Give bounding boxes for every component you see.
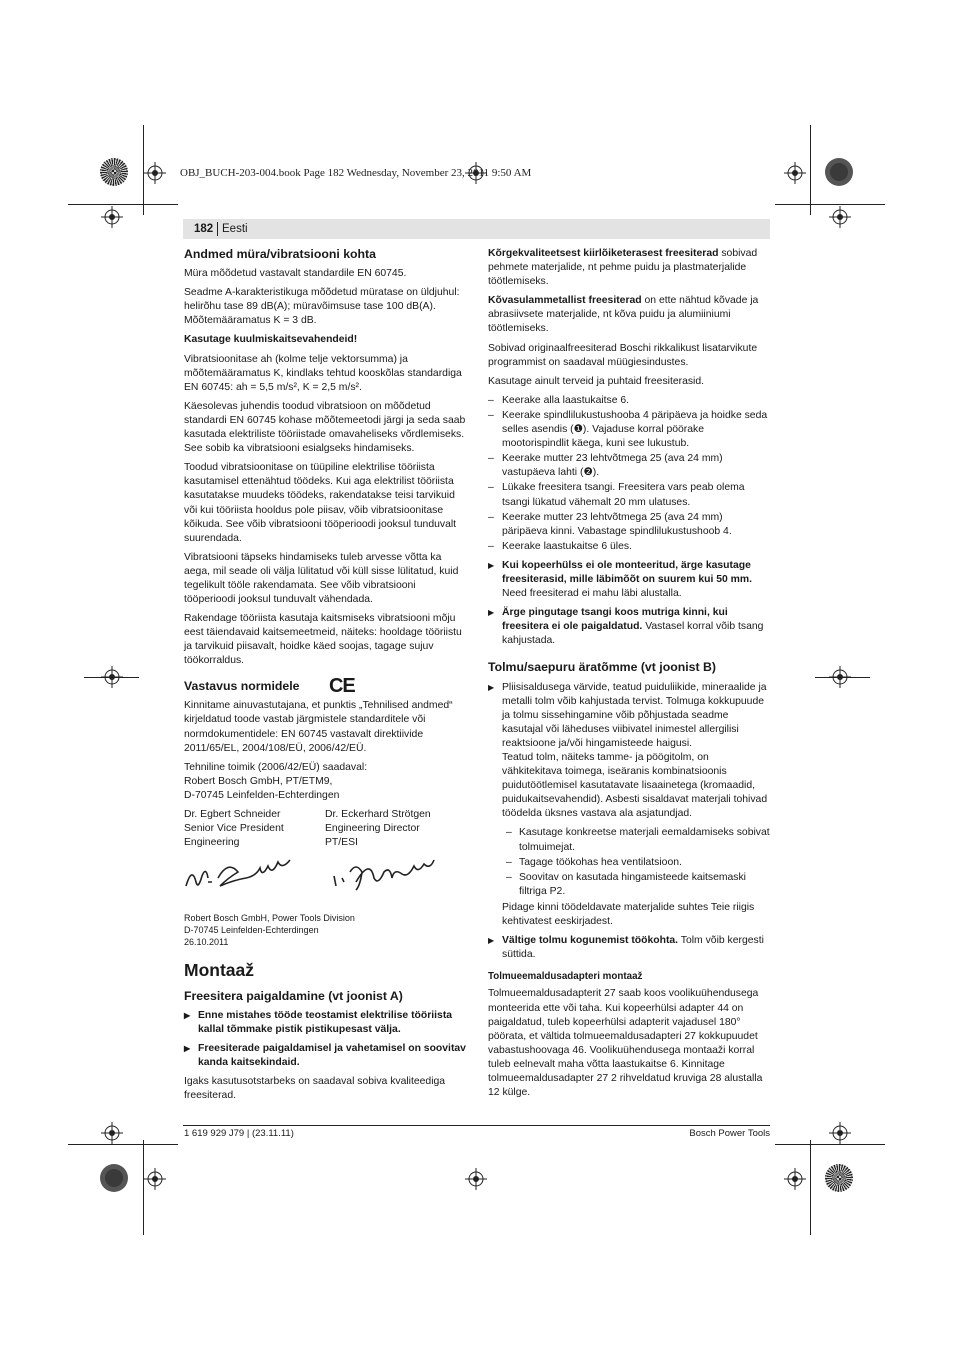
right-column bbox=[488, 247, 770, 1105]
header-divider bbox=[217, 222, 218, 236]
step-item: – Lükake freesitera tsangi. Freesitera vars peab olema tsangi lükatud vähemalt 20 mm ulatuses. bbox=[488, 481, 770, 509]
paragraph: Tehniline toimik (2006/42/EÜ) saadaval: bbox=[184, 761, 368, 773]
paragraph: Vibratsiooni täpseks hindamiseks tuleb arvesse võtta ka aega, mil seade oli välja lülitatud või küll sisse lülitatud, kuid tegelikult tööle rakendamata. See võib vibratsiooni tööperioodi jooksul tunduvalt vähendada. bbox=[184, 551, 459, 606]
warning-bold: Vältige tolmu kogunemist töökohta. bbox=[502, 935, 679, 947]
warning-item: ▶ Pliisisaldusega värvide, teatud puiduliikide, mineraalide ja metalli tolm võib kahjustada tervist. Tolmuga kokkupuude ja tolmu sissehingamine võib põhjustada seadme kasutajal või läheduses viibivatel inimestel allergilisi reaktsioone ja/või hingamisteede haigusi. bbox=[488, 681, 770, 751]
warning-bold: Kui kopeerhülss ei ole monteeritud, ärge kasutage freesiterasid, mille läbimõõt on suurem kui 50 mm. bbox=[502, 559, 753, 585]
registration-mark-icon bbox=[101, 206, 123, 228]
warning-item bbox=[488, 606, 770, 648]
registration-mark-icon bbox=[144, 162, 166, 184]
registration-mark-icon bbox=[784, 162, 806, 184]
paragraph: Pidage kinni töödeldavate materjalide suhtes Teie riigis kehtivatest eeskirjadest. bbox=[502, 901, 755, 928]
crop-mark bbox=[68, 1144, 178, 1145]
step-item: – Keerake laastukaitse 6 üles. bbox=[488, 540, 770, 554]
registration-mark-icon bbox=[829, 666, 851, 688]
registration-mark-icon bbox=[784, 1168, 806, 1190]
registration-disc bbox=[825, 158, 853, 186]
registration-mark-icon bbox=[829, 206, 851, 228]
signatory-dept: PT/ESI bbox=[325, 837, 358, 849]
footer-brand: Bosch Power Tools bbox=[689, 1128, 770, 1139]
registration-mark-icon bbox=[101, 666, 123, 688]
crop-mark bbox=[775, 1144, 885, 1145]
paragraph: Tolmueemaldusadapterit 27 saab koos voolikuühendusega monteerida ette või taha. Kui kopeerhülsi adapter 44 on paigaldatud, tuleb kopeerhülsi adapterit vajadusel 180° pöörata, et vältida tolmueemaldusadapteri 27 kokkupuudet vabastushoovaga 46. Voolikuühendusega montaaži korral tuleb eelnevalt maha võtta laastukaitse 6. Kinnitage tolmueemaldusadapter 27 2 rihveldatud kruviga 28 alustalla 12 külge. bbox=[488, 988, 763, 1099]
dust-list-item: – Kasutage konkreetse materjali eemaldamiseks sobivat tolmuimejat. bbox=[488, 826, 770, 854]
paragraph bbox=[488, 294, 770, 336]
signatory-role: Engineering Director bbox=[325, 823, 420, 835]
dust-list-item: – Soovitav on kasutada hingamisteede kaitsemaski filtriga P2. bbox=[488, 871, 770, 899]
paragraph: Vibratsioonitase ah (kolme telje vektorsumma) ja mõõtemääramatus K, kindlaks tehtud kooskõlas standardiga EN 60745: ah = 5,5 m/s², K = 2,5 m/s². bbox=[184, 353, 462, 393]
signatory-role: Senior Vice President bbox=[184, 823, 284, 835]
paragraph: Toodud vibratsioonitase on tüüpiline elektrilise tööriista kasutamisel ettenähtud töödeks. Kui aga elektrilist tööriista kasutatakse muudeks töödeks, rakendatakse teisi tarvikuid või kui tööriista hooldus pole piisav, võib vibratsioonitase kõikuda. See võib vibratsiooni tööperioodi jooksul tunduvalt suurendada. bbox=[184, 462, 457, 544]
bold-lead: Kõvasulammetallist freesiterad bbox=[488, 295, 642, 307]
warning-text: Need freesiterad ei mahu läbi alustalla. bbox=[502, 588, 682, 600]
crop-mark bbox=[775, 204, 885, 205]
header-language: Eesti bbox=[222, 223, 248, 235]
registration-disc bbox=[825, 1164, 853, 1192]
paragraph bbox=[488, 247, 770, 289]
assembly-heading: Montaaž bbox=[184, 959, 254, 980]
hearing-protection-notice: Kasutage kuulmiskaitsevahendeid! bbox=[184, 334, 358, 346]
paragraph: Kinnitame ainuvastutajana, et punktis „Tehnilised andmed“ kirjeldatud toode vastab järgmistele standarditele või normdokumentidele: EN 60745 vastavalt direktiivide 2011/65/EL, 2004/108/EÜ, 2006/42/EÜ. bbox=[184, 700, 453, 754]
signatory-dept: Engineering bbox=[184, 837, 240, 849]
paragraph: Igaks kasutusotstarbeks on saadaval sobiva kvaliteediga freesiterad. bbox=[184, 1076, 446, 1102]
left-column bbox=[184, 247, 466, 1109]
conformity-heading bbox=[184, 675, 466, 698]
registration-mark-icon bbox=[829, 1122, 851, 1144]
noise-heading: Andmed müra/vibratsiooni kohta bbox=[184, 247, 376, 261]
paragraph: Teatud tolm, näiteks tamme- ja pöögitolm, on vähkitekitava toimega, iseäranis kombinatsioonis puidutöötlemisel kasutatavate lisaainetega (kromaadid, puidukaitsevahendid). Asbesti sisaldavat materjali tohivad töödelda üksnes vastava ala asjatundjad. bbox=[502, 752, 768, 820]
paragraph-text: sobivad pehmete materjalide, nt pehme puidu ja plastmaterjalide töötlemiseks. bbox=[488, 248, 758, 288]
paragraph: Seadme A-karakteristikuga mõõdetud müratase on üldjuhul: helirõhu tase 89 dB(A); müravõimsuse tase 100 dB(A). Mõõtemääramatus K = 3 dB. bbox=[184, 287, 460, 327]
signatories bbox=[184, 808, 466, 850]
registration-mark-icon bbox=[465, 1168, 487, 1190]
registration-mark-icon bbox=[101, 1122, 123, 1144]
step-item: – Keerake mutter 23 lehtvõtmega 25 (ava 24 mm) päripäeva kinni. Vabastage spindlilukustushoob 4. bbox=[488, 511, 770, 539]
footer-doc-number: 1 619 929 J79 | (23.11.11) bbox=[184, 1128, 294, 1139]
company-line: D-70745 Leinfelden-Echterdingen bbox=[184, 925, 319, 936]
signatures-image bbox=[184, 856, 466, 898]
signatory-name: Dr. Eckerhard Strötgen bbox=[325, 808, 431, 820]
registration-disc bbox=[100, 1164, 128, 1192]
paragraph: Rakendage tööriista kasutaja kaitsmiseks vibratsiooni mõju eest täiendavaid kaitsemeetmeid, näiteks: hooldage tööriistu ja tarvikuid piisavalt, hoidke käed soojas, tagage sujuv töökorraldus. bbox=[184, 613, 462, 667]
step-item: – Keerake alla laastukaitse 6. bbox=[488, 394, 770, 408]
address-line: Robert Bosch GmbH, PT/ETM9, bbox=[184, 775, 333, 787]
page-number: 182 bbox=[194, 223, 214, 235]
paragraph: Sobivad originaalfreesiterad Boschi rikkalikust lisatarvikute programmist on saadaval müügiesindustes. bbox=[488, 342, 758, 368]
signatory-name: Dr. Egbert Schneider bbox=[184, 808, 281, 820]
crop-mark bbox=[810, 1140, 811, 1235]
paragraph: Kasutage ainult terveid ja puhtaid freesiterasid. bbox=[488, 375, 705, 387]
insert-bit-heading: Freesitera paigaldamine (vt joonist A) bbox=[184, 988, 403, 1003]
warning-text: Tolm võib kergesti süttida. bbox=[502, 935, 764, 961]
paragraph: Käesolevas juhendis toodud vibratsioon on mõõdetud standardi EN 60745 kohase mõõtemeetodi järgi ja seda saab kasutada elektriliste tööriistade omavaheliseks võrdlemiseks. See sobib ka vibratsiooni esialgseks hindamiseks. bbox=[184, 400, 466, 455]
warning-item: ▶ Freesiterade paigaldamisel ja vahetamisel on soovitav kanda kaitsekindaid. bbox=[184, 1042, 466, 1070]
dust-heading: Tolmu/saepuru äratõmme (vt joonist B) bbox=[488, 660, 716, 675]
company-date: 26.10.2011 bbox=[184, 936, 229, 947]
warning-item: ▶ Enne mistahes tööde teostamist elektrilise tööriista kallal tõmmake pistik pistikupesast välja. bbox=[184, 1009, 466, 1037]
step-item: – Keerake mutter 23 lehtvõtmega 25 (ava 24 mm) vastupäeva lahti (❷). bbox=[488, 452, 770, 480]
step-item: – Keerake spindlilukustushooba 4 päripäeva ja hoidke seda selles asendis (❶). Vajaduse korral pöörake mootorispindlit käega, kuni see lukustub. bbox=[488, 409, 770, 451]
address-line: D-70745 Leinfelden-Echterdingen bbox=[184, 789, 340, 801]
ce-mark-icon: CE bbox=[328, 675, 355, 698]
header-bar bbox=[183, 219, 770, 239]
company-line: Robert Bosch GmbH, Power Tools Division bbox=[184, 913, 355, 924]
paragraph-text: on ette nähtud kõvade ja abrasiivsete materjalide, nt kõva puidu ja alumiiniumi töötlemiseks. bbox=[488, 295, 759, 335]
printer-info-line: OBJ_BUCH-203-004.book Page 182 Wednesday, November 23, 2011 9:50 AM bbox=[180, 167, 532, 179]
paragraph: Müra mõõdetud vastavalt standardile EN 60745. bbox=[184, 268, 407, 280]
warning-bold: Ärge pingutage tsangi koos mutriga kinni, kui freesitera ei ole paigaldatud. bbox=[502, 607, 728, 633]
footer-rule bbox=[183, 1125, 770, 1126]
registration-disc bbox=[100, 158, 128, 186]
crop-mark bbox=[68, 204, 178, 205]
crop-mark bbox=[810, 125, 811, 215]
warning-item bbox=[488, 934, 770, 962]
warning-item bbox=[488, 559, 770, 601]
dust-list-item: – Tagage töökohas hea ventilatsioon. bbox=[488, 856, 770, 870]
adapter-heading: Tolmueemaldusadapteri montaaž bbox=[488, 971, 643, 983]
registration-mark-icon bbox=[144, 1168, 166, 1190]
bold-lead: Kõrgekvaliteetsest kiirlõiketerasest freesiterad bbox=[488, 248, 719, 259]
warning-text: Vastasel korral võib tsang kahjustada. bbox=[502, 621, 764, 647]
conformity-title: Vastavus normidele bbox=[184, 678, 300, 693]
